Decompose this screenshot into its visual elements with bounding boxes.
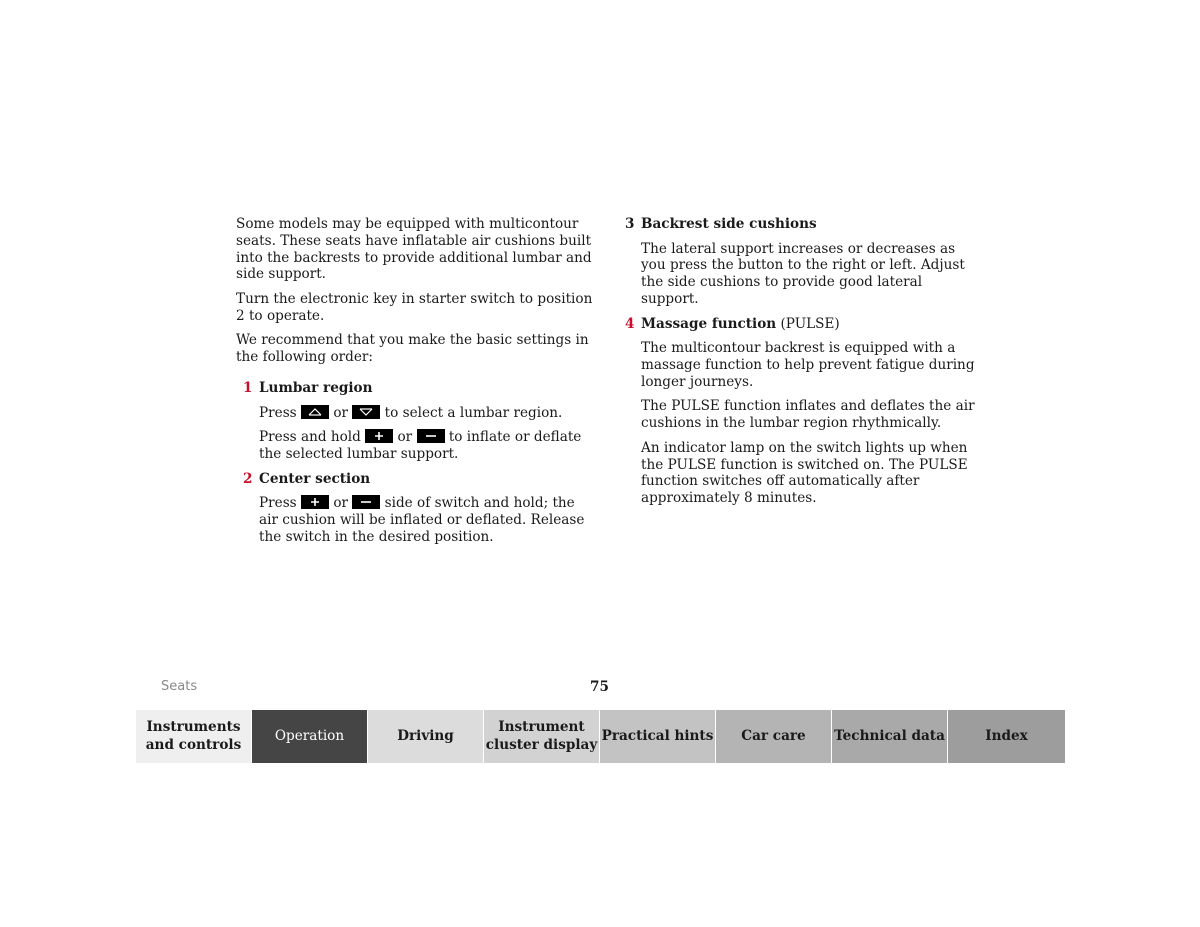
tab-driving[interactable]	[368, 710, 484, 763]
intro-paragraph: Some models may be equipped with multicontour seats. These seats have inflatable air cushions built into the backrests to provide additional lumbar and side support.	[236, 216, 592, 283]
key-position-paragraph: Turn the electronic key in starter switch to position 2 to operate.	[236, 290, 593, 324]
tab-technical-data[interactable]	[832, 710, 948, 763]
arrow-up-key-icon	[301, 405, 329, 419]
lumbar-inflate-instruction	[259, 429, 596, 463]
tab-label: Operation	[274, 727, 345, 744]
tab-label: Car care	[741, 727, 806, 744]
text-or: or	[333, 404, 348, 421]
tab-label: Driving	[397, 727, 454, 744]
item-lumbar-region	[236, 380, 596, 546]
arrow-down-key-icon	[352, 405, 380, 419]
chapter-navigation	[136, 710, 1065, 763]
plus-key-icon	[365, 429, 393, 443]
text-press: Press	[259, 495, 297, 512]
side-cushions-text: The lateral support increases or decreases as you press the button to the right or left. Adjust the side cushions to provide good lateral support.	[641, 240, 965, 307]
section-label: Seats	[161, 679, 198, 694]
item-number: 3	[625, 216, 635, 232]
item-title-suffix: (PULSE)	[776, 315, 840, 332]
text-press: Press	[259, 404, 297, 421]
massage-text-1: The multicontour backrest is equipped with a massage function to help prevent fatigue during longer journeys.	[641, 340, 975, 390]
item-heading	[625, 216, 975, 233]
minus-key-icon	[417, 429, 445, 443]
text-select-lumbar: to select a lumbar region.	[384, 404, 563, 421]
right-column	[625, 216, 975, 515]
item-title: Center section	[259, 470, 371, 487]
tab-label: Instruments and controls	[145, 719, 242, 753]
tab-index[interactable]	[948, 710, 1065, 763]
tab-label: Technical data	[834, 727, 945, 744]
massage-text-2: The PULSE function inflates and deflates the air cushions in the lumbar region rhythmically.	[641, 398, 975, 432]
text-inflate-deflate: to inflate or deflate the selected lumbar support.	[259, 429, 582, 462]
text-or: or	[333, 495, 348, 512]
item-number: 4	[625, 315, 635, 332]
tab-label: Instrument cluster display	[485, 719, 598, 753]
item-title: Massage function	[641, 315, 777, 332]
item-number: 2	[243, 470, 253, 487]
tab-car-care[interactable]	[716, 710, 832, 763]
page-number: 75	[590, 679, 609, 695]
tab-label: Practical hints	[601, 727, 714, 744]
text-or: or	[397, 429, 413, 446]
left-column	[236, 216, 596, 553]
item-title: Backrest side cushions	[641, 216, 817, 232]
item-heading	[243, 470, 596, 488]
item-heading	[243, 379, 596, 397]
item-heading	[625, 316, 975, 333]
plus-key-icon	[301, 495, 329, 509]
lumbar-select-instruction	[259, 405, 596, 422]
massage-text-3: An indicator lamp on the switch lights up when the PULSE function is switched on. The PULSE function switches off automatically after approximately 8 minutes.	[641, 439, 968, 507]
item-title: Lumbar region	[259, 379, 373, 396]
recommendation-paragraph: We recommend that you make the basic settings in the following order:	[236, 332, 589, 366]
text-press-and-hold: Press and hold	[259, 429, 361, 446]
text-center-section: side of switch and hold; the air cushion will be inflated or deflated. Release the switch in the desired position.	[259, 495, 585, 545]
tab-instrument-cluster-display[interactable]	[484, 710, 600, 763]
tab-label: Index	[985, 727, 1028, 744]
minus-key-icon	[352, 495, 380, 509]
item-number: 1	[243, 379, 253, 396]
tab-practical-hints[interactable]	[600, 710, 716, 763]
center-section-instruction	[259, 495, 596, 545]
tab-instruments-and-controls[interactable]	[136, 710, 252, 763]
tab-operation[interactable]	[252, 710, 368, 763]
